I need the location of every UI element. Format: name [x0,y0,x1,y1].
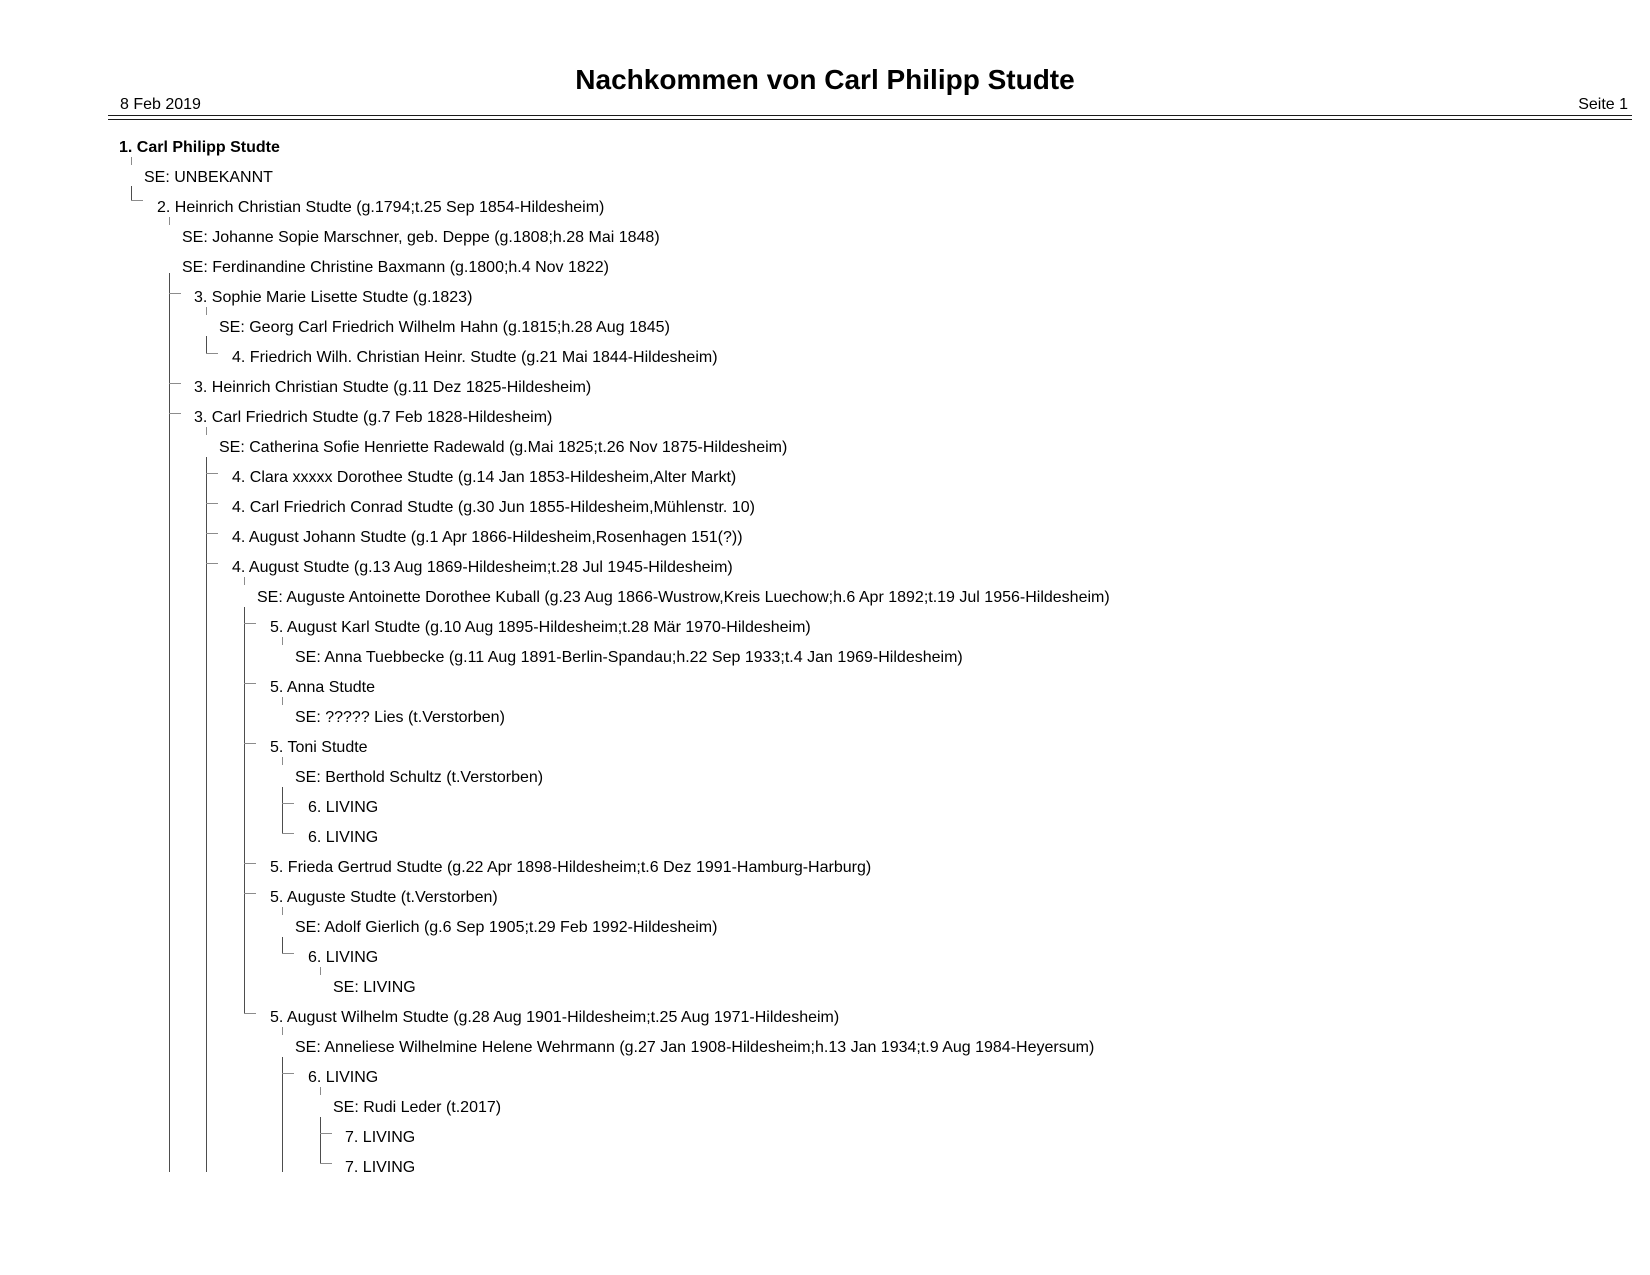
tree-line-dash [244,577,245,585]
spouse-entry: SE: Johanne Sopie Marschner, geb. Deppe (g.1808;h.28 Mai 1848) [182,229,660,246]
spouse-entry: SE: Anneliese Wilhelmine Helene Wehrmann (g.27 Jan 1908-Hildesheim;h.13 Jan 1934;t.9 Aug 1984-Heyersum) [295,1039,1095,1056]
spouse-entry: SE: Auguste Antoinette Dorothee Kuball (g.23 Aug 1866-Wustrow,Kreis Luechow;h.6 Apr 1892;t.19 Jul 1956-Hildesheim) [257,589,1110,606]
tree-line-dash [131,157,132,165]
spouse-entry: SE: ????? Lies (t.Verstorben) [295,709,505,726]
tree-line-vertical [244,607,245,1013]
page-number: Seite 1 [1578,96,1628,113]
tree-line-tick [320,1163,332,1164]
tree-line-dash [282,757,283,765]
tree-line-dash [320,1087,321,1095]
tree-line-tick [282,833,294,834]
tree-line-tick [169,413,181,414]
tree-line-dash [282,697,283,705]
spouse-entry: SE: UNBEKANNT [144,169,273,186]
person-entry: 4. Friedrich Wilh. Christian Heinr. Studte (g.21 Mai 1844-Hildesheim) [232,349,718,366]
tree-line-vertical [131,186,132,200]
tree-line-tick [206,563,218,564]
tree-line-tick [244,623,256,624]
tree-line-vertical [206,457,207,1172]
tree-line-dash [206,427,207,435]
tree-line-tick [282,953,294,954]
person-entry: 5. Auguste Studte (t.Verstorben) [270,889,498,906]
tree-line-tick [320,1133,332,1134]
person-entry: 5. August Wilhelm Studte (g.28 Aug 1901-Hildesheim;t.25 Aug 1971-Hildesheim) [270,1009,840,1026]
tree-line-tick [169,383,181,384]
tree-line-tick [244,893,256,894]
tree-line-tick [282,1073,294,1074]
person-entry: 4. Carl Friedrich Conrad Studte (g.30 Jun 1855-Hildesheim,Mühlenstr. 10) [232,499,755,516]
tree-line-tick [244,743,256,744]
spouse-entry: SE: Georg Carl Friedrich Wilhelm Hahn (g.1815;h.28 Aug 1845) [219,319,670,336]
spouse-entry: SE: Catherina Sofie Henriette Radewald (g.Mai 1825;t.26 Nov 1875-Hildesheim) [219,439,788,456]
person-entry: 5. Frieda Gertrud Studte (g.22 Apr 1898-Hildesheim;t.6 Dez 1991-Hamburg-Harburg) [270,859,872,876]
tree-line-dash [282,1027,283,1035]
spouse-entry: SE: Rudi Leder (t.2017) [333,1099,502,1116]
tree-line-tick [244,683,256,684]
tree-line-tick [206,473,218,474]
tree-line-dash [320,967,321,975]
person-entry: 1. Carl Philipp Studte [119,139,280,156]
person-entry: 4. August Studte (g.13 Aug 1869-Hildesheim;t.28 Jul 1945-Hildesheim) [232,559,733,576]
header-rule [108,115,1632,120]
spouse-entry: SE: Ferdinandine Christine Baxmann (g.1800;h.4 Nov 1822) [182,259,609,276]
tree-line-tick [206,533,218,534]
person-entry: 6. LIVING [308,799,379,816]
person-entry: 3. Sophie Marie Lisette Studte (g.1823) [194,289,473,306]
person-entry: 5. August Karl Studte (g.10 Aug 1895-Hildesheim;t.28 Mär 1970-Hildesheim) [270,619,811,636]
tree-line-dash [282,907,283,915]
tree-line-tick [206,353,218,354]
person-entry: 4. Clara xxxxx Dorothee Studte (g.14 Jan 1853-Hildesheim,Alter Markt) [232,469,737,486]
tree-line-dash [282,637,283,645]
tree-line-vertical [320,1117,321,1163]
tree-line-dash [206,307,207,315]
tree-line-dash [169,217,170,225]
tree-line-vertical [169,273,170,1172]
person-entry: 4. August Johann Studte (g.1 Apr 1866-Hildesheim,Rosenhagen 151(?)) [232,529,743,546]
report-date: 8 Feb 2019 [120,96,201,113]
person-entry: 5. Anna Studte [270,679,375,696]
tree-line-tick [282,803,294,804]
tree-line-vertical [282,787,283,833]
tree-line-tick [244,863,256,864]
person-entry: 2. Heinrich Christian Studte (g.1794;t.25 Sep 1854-Hildesheim) [157,199,605,216]
tree-line-tick [244,1013,256,1014]
tree-line-tick [131,200,143,201]
tree-line-tick [206,503,218,504]
person-entry: 7. LIVING [345,1129,416,1146]
spouse-entry: SE: LIVING [333,979,416,996]
person-entry: 6. LIVING [308,829,379,846]
person-entry: 5. Toni Studte [270,739,368,756]
person-entry: 3. Heinrich Christian Studte (g.11 Dez 1825-Hildesheim) [194,379,592,396]
tree-line-vertical [282,1057,283,1172]
person-entry: 3. Carl Friedrich Studte (g.7 Feb 1828-Hildesheim) [194,409,553,426]
tree-line-tick [169,293,181,294]
person-entry: 6. LIVING [308,949,379,966]
spouse-entry: SE: Adolf Gierlich (g.6 Sep 1905;t.29 Feb 1992-Hildesheim) [295,919,718,936]
person-entry: 7. LIVING [345,1159,416,1176]
tree-line-vertical [282,937,283,953]
spouse-entry: SE: Berthold Schultz (t.Verstorben) [295,769,544,786]
tree-line-vertical [206,336,207,353]
person-entry: 6. LIVING [308,1069,379,1086]
spouse-entry: SE: Anna Tuebbecke (g.11 Aug 1891-Berlin-Spandau;h.22 Sep 1933;t.4 Jan 1969-Hildesheim) [295,649,963,666]
page-title: Nachkommen von Carl Philipp Studte [575,64,1075,95]
